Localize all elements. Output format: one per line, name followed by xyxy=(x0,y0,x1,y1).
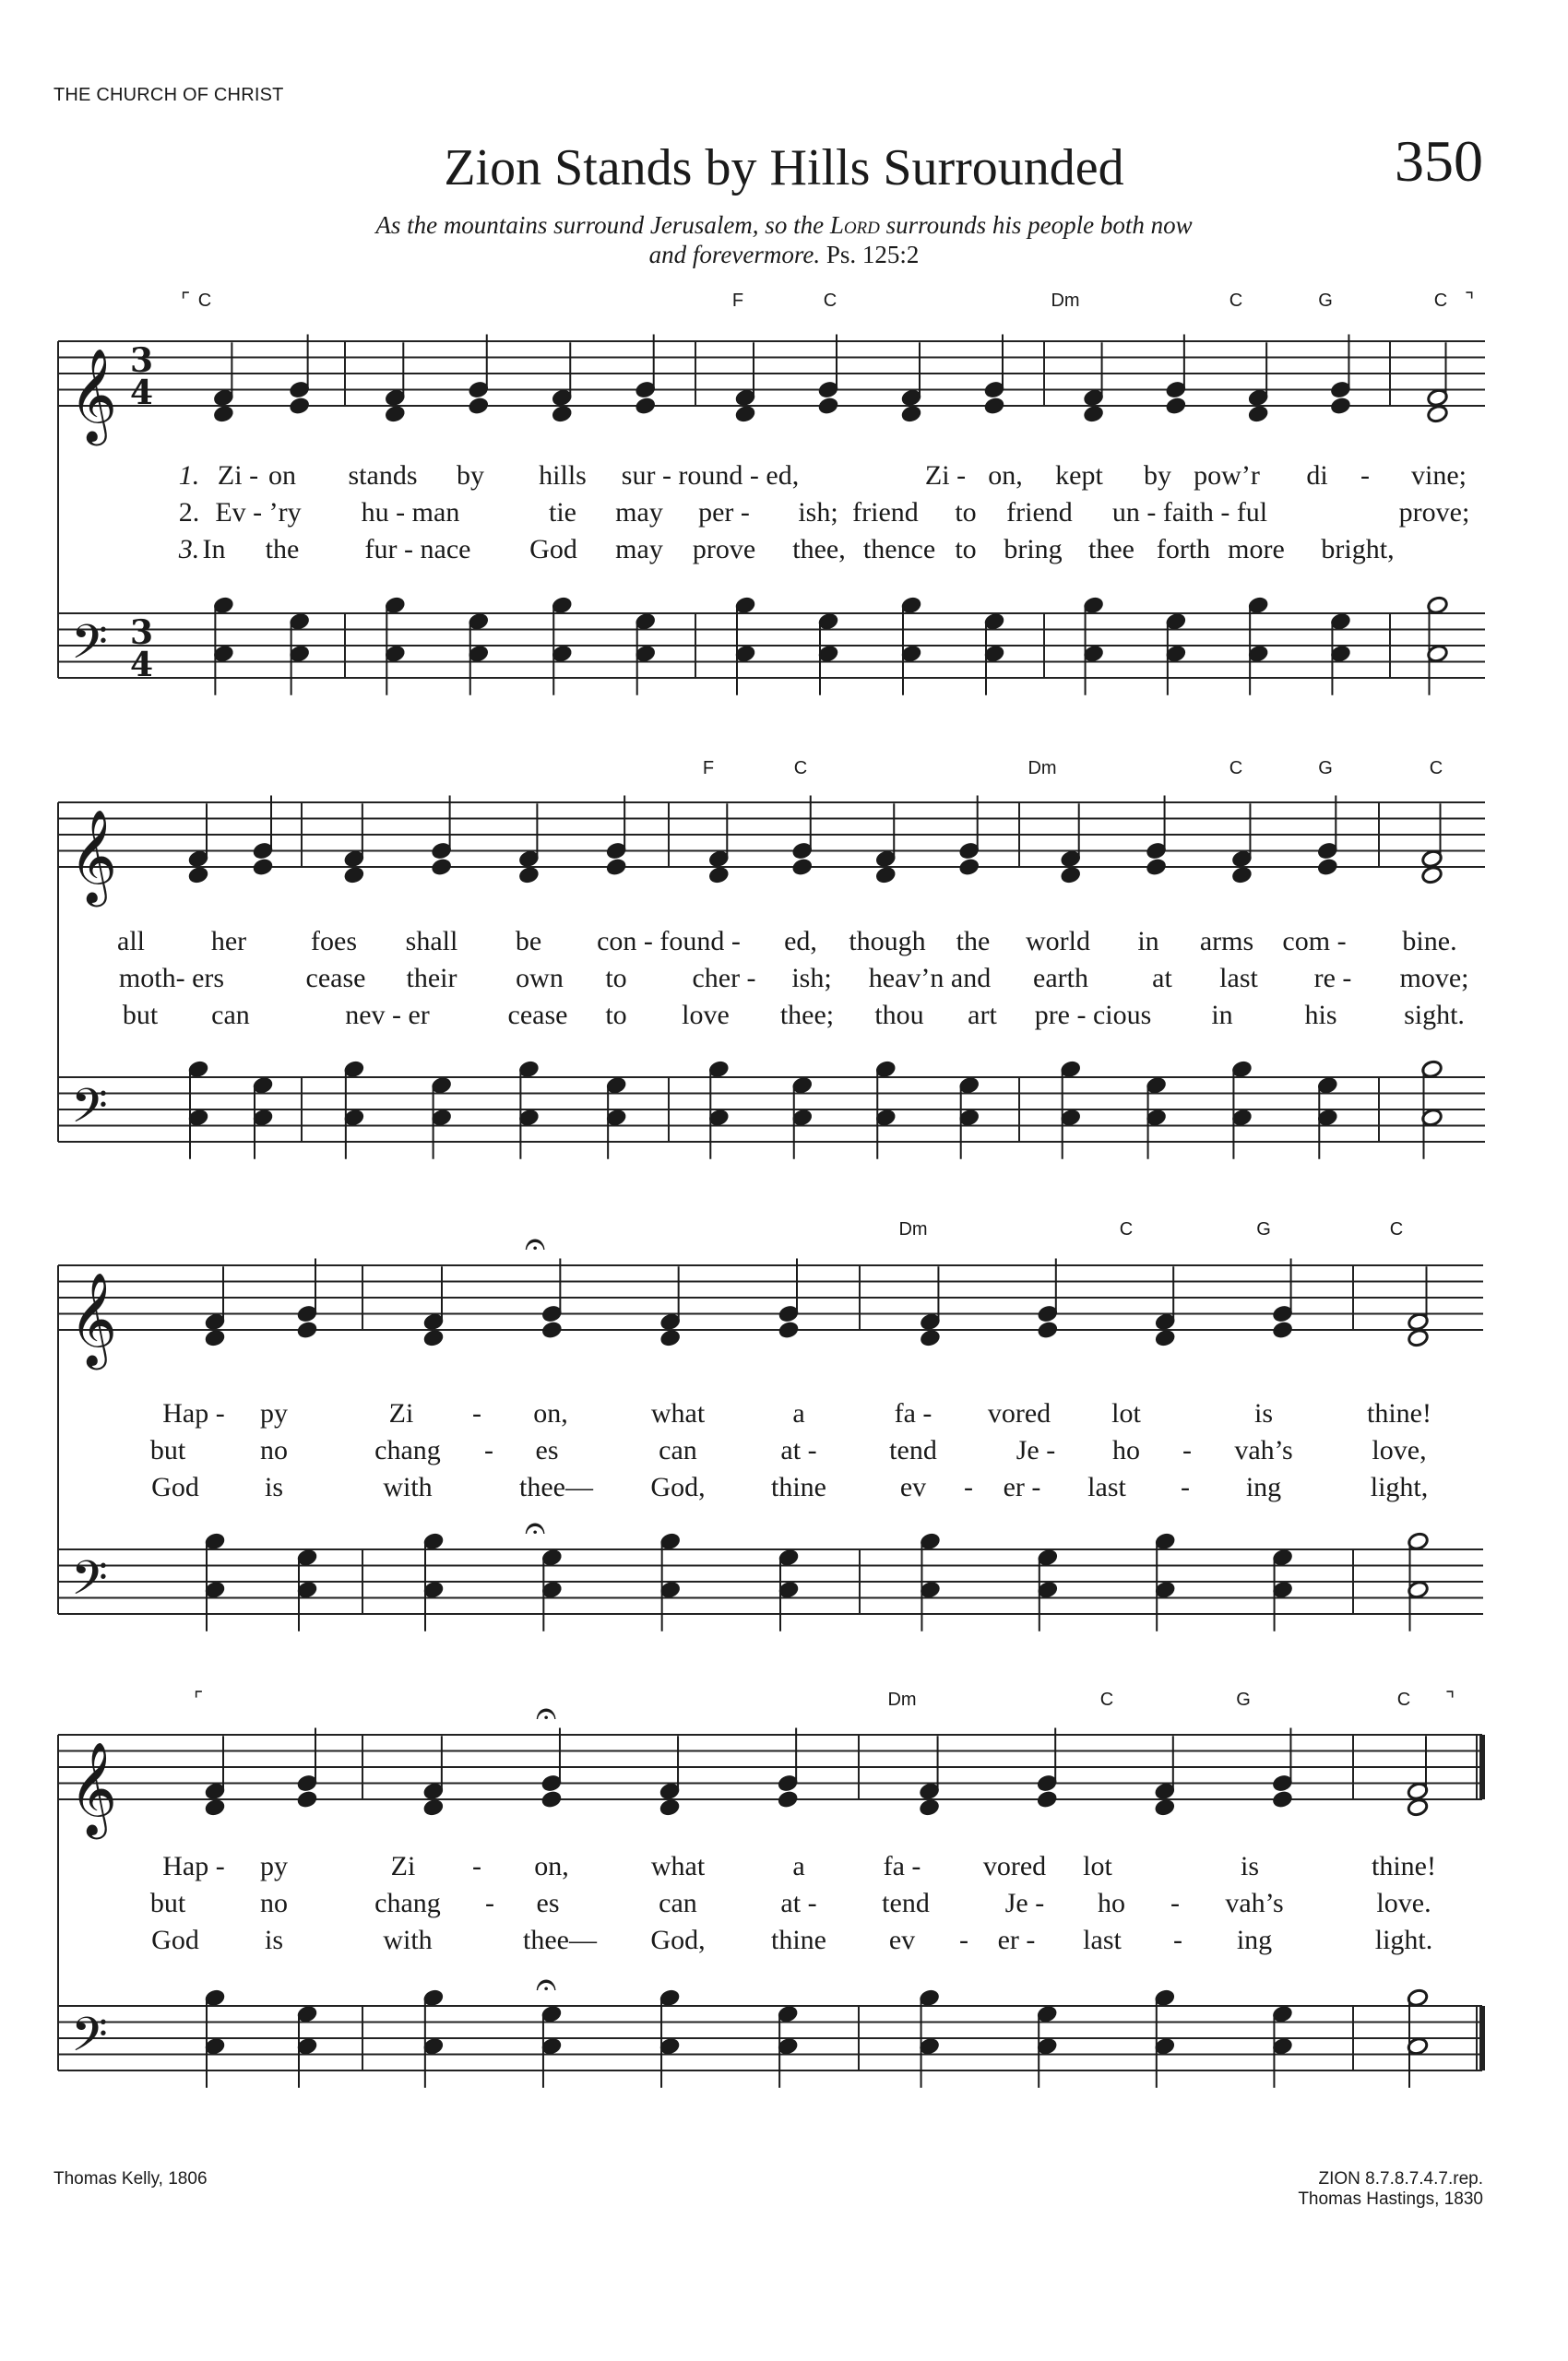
repeat-bracket-end: ⌝ xyxy=(1465,289,1475,312)
epigraph-text-b: surrounds his people both now xyxy=(879,211,1193,239)
lyric-syllable: vored xyxy=(982,1851,1047,1881)
treble-clef-icon: 𝄞 xyxy=(69,347,118,442)
lyric-syllable: thee— xyxy=(519,1472,593,1502)
lyric-syllable: Hap - xyxy=(162,1851,225,1881)
lyric-syllable: tie xyxy=(549,497,576,528)
lyric-syllable: di xyxy=(1306,460,1328,491)
lyric-syllable: world xyxy=(1026,926,1090,956)
lyric-syllable: the xyxy=(265,534,300,564)
chord-symbol: C xyxy=(1229,291,1243,311)
verse-number: 2. xyxy=(178,497,200,528)
lyric-syllable: may xyxy=(615,534,663,564)
fermata-icon: 𝄐 xyxy=(536,1964,557,2006)
lyric-syllable: by xyxy=(457,460,484,491)
lyric-syllable: Je - xyxy=(1004,1888,1045,1918)
bass-staff xyxy=(58,2006,1485,2074)
lyric-syllable: a xyxy=(792,1398,805,1429)
lyric-syllable: Zi xyxy=(388,1398,414,1429)
repeat-bracket-start: ⌜ xyxy=(194,1688,204,1711)
lyric-syllable: - xyxy=(1170,1888,1180,1918)
repeat-bracket-end: ⌝ xyxy=(1445,1688,1455,1711)
chord-symbol: G xyxy=(1236,1690,1251,1710)
lyric-syllable: can xyxy=(211,1000,250,1030)
epigraph-text-c: and forevermore. xyxy=(648,241,821,268)
lyric-syllable: though xyxy=(849,926,926,956)
chord-symbol: C xyxy=(1429,758,1443,778)
lyric-syllable: arms xyxy=(1199,926,1254,956)
bass-clef-icon: 𝄢 xyxy=(71,1549,108,1618)
lyric-syllable: In xyxy=(202,534,226,564)
lyric-syllable: all xyxy=(117,926,145,956)
lyric-syllable: fa - xyxy=(894,1398,932,1429)
lyric-syllable: ish; xyxy=(791,963,832,993)
hymn-title: Zion Stands by Hills Surrounded xyxy=(444,139,1124,196)
lyric-syllable: - xyxy=(472,1851,481,1881)
lyric-syllable: with xyxy=(383,1472,433,1502)
bass-staff xyxy=(58,613,1485,684)
lyric-syllable: last xyxy=(1083,1925,1122,1955)
lyric-syllable: bring xyxy=(1004,534,1063,564)
lyric-syllable: love, xyxy=(1372,1435,1427,1465)
lyric-syllable: pow’r xyxy=(1194,460,1260,491)
lyric-syllable: their xyxy=(406,963,457,993)
chord-symbol: C xyxy=(1229,758,1243,778)
lyric-syllable: be xyxy=(515,926,542,956)
lyric-syllable: but xyxy=(149,1888,186,1918)
lyric-syllable: py xyxy=(260,1851,288,1881)
lyric-syllable: heav’n and xyxy=(868,963,992,993)
lyric-syllable: on, xyxy=(533,1398,568,1429)
lyric-syllable: vah’s xyxy=(1234,1435,1293,1465)
scripture-reference: Ps. 125:2 xyxy=(820,241,920,268)
lyric-syllable: vah’s xyxy=(1225,1888,1284,1918)
lyric-syllable: per - xyxy=(698,497,750,528)
lyric-syllable: can xyxy=(659,1435,697,1465)
lyric-syllable: vored xyxy=(987,1398,1051,1429)
lyric-syllable: ho xyxy=(1112,1435,1140,1465)
lyric-syllable: con - found - xyxy=(597,926,741,956)
bass-clef-icon: 𝄢 xyxy=(71,1077,108,1145)
chord-symbol: F xyxy=(702,758,715,778)
lyric-syllable: shall xyxy=(405,926,458,956)
lyric-syllable: a xyxy=(792,1851,805,1881)
final-barline xyxy=(1479,1735,1485,1799)
lyric-syllable: foes xyxy=(311,926,357,956)
lyric-syllable: Zi xyxy=(390,1851,416,1881)
text-author-credit: Thomas Kelly, 1806 xyxy=(53,2169,208,2189)
lyric-syllable: what xyxy=(650,1851,706,1881)
system-2 xyxy=(58,796,1485,1159)
lyric-syllable: but xyxy=(149,1435,186,1465)
chord-symbol: G xyxy=(1318,758,1333,778)
lyric-syllable: love. xyxy=(1376,1888,1431,1918)
lyric-syllable: lot xyxy=(1083,1851,1112,1881)
final-barline xyxy=(1479,2006,1485,2070)
lyric-syllable: - xyxy=(959,1925,968,1955)
lyric-syllable: er - xyxy=(1003,1472,1041,1502)
hymnal-header-label: THE CHURCH OF CHRIST xyxy=(53,85,284,105)
lyric-syllable: er - xyxy=(997,1925,1036,1955)
lyric-syllable: may xyxy=(615,497,663,528)
treble-staff xyxy=(58,1735,1485,1840)
lyric-syllable: the xyxy=(956,926,991,956)
chord-symbol: Dm xyxy=(1028,758,1057,778)
treble-clef-icon: 𝄞 xyxy=(69,1740,118,1835)
lyric-syllable: thine! xyxy=(1372,1851,1436,1881)
lyric-syllable: ed, xyxy=(784,926,817,956)
lyric-syllable: his xyxy=(1304,1000,1337,1030)
lyric-syllable: Je - xyxy=(1016,1435,1056,1465)
lyric-syllable: with xyxy=(383,1925,433,1955)
lyric-syllable: love xyxy=(682,1000,730,1030)
chord-symbol: C xyxy=(1433,291,1448,311)
lyric-syllable: her xyxy=(210,926,247,956)
lyric-syllable: - xyxy=(472,1398,481,1429)
lyric-syllable: to xyxy=(955,497,977,528)
lyric-syllable: forth xyxy=(1156,534,1211,564)
tune-name-meter: ZION 8.7.8.7.4.7.rep. xyxy=(1318,2169,1483,2189)
treble-clef-icon: 𝄞 xyxy=(69,808,118,903)
chord-symbol: G xyxy=(1318,291,1333,311)
lyric-syllable: thee, xyxy=(792,534,846,564)
lyric-syllable: by xyxy=(1144,460,1171,491)
lyric-syllable: last xyxy=(1219,963,1258,993)
lyric-syllable: earth xyxy=(1033,963,1088,993)
lyric-syllable: cease xyxy=(507,1000,568,1030)
treble-staff xyxy=(58,341,1485,446)
lyric-syllable: com - xyxy=(1282,926,1347,956)
hymn-number: 350 xyxy=(1395,128,1483,194)
lyric-syllable: what xyxy=(650,1398,706,1429)
lyric-syllable: in xyxy=(1211,1000,1233,1030)
lyric-syllable: no xyxy=(260,1888,288,1918)
lyric-syllable: God, xyxy=(650,1472,706,1502)
lyric-syllable: at xyxy=(1152,963,1172,993)
tune-credit xyxy=(1298,2169,1483,2210)
lyric-syllable: thee xyxy=(1088,534,1134,564)
lyric-syllable: ing xyxy=(1236,1925,1273,1955)
treble-clef-icon: 𝄞 xyxy=(69,1271,118,1366)
chord-symbol: C xyxy=(197,291,212,311)
lyric-syllable: bright, xyxy=(1321,534,1395,564)
lyric-syllable: is xyxy=(1240,1851,1260,1881)
lyric-syllable: in xyxy=(1137,926,1159,956)
lyric-syllable: bine. xyxy=(1402,926,1457,956)
lyric-syllable: ish; xyxy=(798,497,838,528)
chord-symbol: C xyxy=(1396,1690,1411,1710)
repeat-bracket-start: ⌜ xyxy=(181,289,191,312)
lyric-syllable: Zi - xyxy=(217,460,259,491)
lyric-syllable: Zi - xyxy=(924,460,967,491)
lyric-syllable: God xyxy=(529,534,577,564)
lyric-syllable: move; xyxy=(1399,963,1469,993)
lyric-syllable: thou xyxy=(874,1000,924,1030)
bass-staff xyxy=(58,1549,1483,1618)
time-signature-denominator: 4 xyxy=(130,646,154,684)
epigraph-lord: Lord xyxy=(829,211,880,239)
lyric-syllable: is xyxy=(264,1925,284,1955)
lyric-syllable: thee— xyxy=(523,1925,597,1955)
lyric-syllable: at - xyxy=(780,1435,817,1465)
lyric-syllable: sight. xyxy=(1404,1000,1465,1030)
lyric-syllable: more xyxy=(1228,534,1285,564)
lyric-syllable: chang xyxy=(374,1435,441,1465)
lyric-syllable: re - xyxy=(1313,963,1352,993)
fermata-icon: 𝄐 xyxy=(536,1692,557,1735)
lyric-syllable: nev - er xyxy=(345,1000,430,1030)
lyric-syllable: prove; xyxy=(1398,497,1470,528)
lyric-syllable: - xyxy=(1173,1925,1182,1955)
lyric-syllable: to xyxy=(955,534,977,564)
verse-number: 3. xyxy=(178,534,200,564)
lyric-syllable: un - faith - ful xyxy=(1111,497,1268,528)
lyric-syllable: fa - xyxy=(883,1851,921,1881)
lyric-syllable: - xyxy=(484,1435,493,1465)
lyric-syllable: prove xyxy=(692,534,756,564)
lyric-syllable: kept xyxy=(1055,460,1103,491)
chord-symbol: G xyxy=(1256,1219,1271,1240)
lyric-syllable: cher - xyxy=(692,963,756,993)
lyric-syllable: can xyxy=(659,1888,697,1918)
lyric-syllable: cease xyxy=(305,963,366,993)
lyric-syllable: to xyxy=(605,963,627,993)
lyric-syllable: hu - man xyxy=(361,497,460,528)
lyric-syllable: moth- ers xyxy=(118,963,225,993)
lyric-syllable: on, xyxy=(988,460,1023,491)
lyric-syllable: Ev - ’ry xyxy=(215,497,302,528)
lyric-syllable: no xyxy=(260,1435,288,1465)
lyric-syllable: thine xyxy=(771,1472,826,1502)
lyric-syllable: is xyxy=(1253,1398,1274,1429)
chord-symbol: Dm xyxy=(1051,291,1080,311)
lyric-syllable: - xyxy=(1360,460,1370,491)
chord-symbol: Dm xyxy=(898,1219,928,1240)
lyric-syllable: tend xyxy=(889,1435,937,1465)
time-signature-denominator: 4 xyxy=(130,374,154,412)
lyric-syllable: py xyxy=(260,1398,288,1429)
chord-symbol: C xyxy=(823,291,837,311)
treble-staff xyxy=(58,802,1485,908)
lyric-syllable: sur - round - ed, xyxy=(621,460,800,491)
chord-symbol: C xyxy=(1099,1690,1114,1710)
epigraph-text-a: As the mountains surround Jerusalem, so the xyxy=(375,211,830,239)
lyric-syllable: ev xyxy=(888,1925,916,1955)
lyric-syllable: lot xyxy=(1111,1398,1141,1429)
lyric-syllable: thine xyxy=(771,1925,826,1955)
lyric-syllable: art xyxy=(968,1000,997,1030)
bass-clef-icon: 𝄢 xyxy=(71,613,108,682)
lyric-syllable: light, xyxy=(1370,1472,1429,1502)
bass-clef-icon: 𝄢 xyxy=(71,2006,108,2074)
treble-staff xyxy=(58,1265,1483,1370)
lyric-syllable: to xyxy=(605,1000,627,1030)
lyric-syllable: thence xyxy=(862,534,936,564)
lyric-syllable: at - xyxy=(780,1888,817,1918)
time-signature-numerator: 3 xyxy=(130,341,154,380)
lyric-syllable: is xyxy=(264,1472,284,1502)
lyric-syllable: es xyxy=(536,1888,560,1918)
chord-symbol: F xyxy=(731,291,744,311)
lyric-syllable: on xyxy=(268,460,296,491)
lyric-syllable: pre - cious xyxy=(1034,1000,1152,1030)
lyric-syllable: God xyxy=(151,1925,199,1955)
lyric-syllable: stands xyxy=(348,460,418,491)
lyric-syllable: own xyxy=(516,963,564,993)
lyric-syllable: chang xyxy=(374,1888,441,1918)
chord-symbol: Dm xyxy=(887,1690,917,1710)
lyric-syllable: last xyxy=(1087,1472,1126,1502)
lyric-syllable: - xyxy=(485,1888,494,1918)
lyric-syllable: hills xyxy=(539,460,587,491)
lyric-syllable: on, xyxy=(534,1851,569,1881)
lyric-syllable: - xyxy=(1181,1472,1190,1502)
fermata-icon: 𝄐 xyxy=(525,1223,546,1265)
verse-number: 1. xyxy=(178,460,200,491)
chord-symbol: C xyxy=(1389,1219,1404,1240)
lyric-syllable: fur - nace xyxy=(364,534,471,564)
chord-symbol: C xyxy=(793,758,808,778)
lyric-syllable: es xyxy=(535,1435,559,1465)
lyric-syllable: but xyxy=(122,1000,159,1030)
bass-staff xyxy=(58,1077,1485,1145)
lyric-syllable: friend xyxy=(852,497,919,528)
lyric-syllable: ho xyxy=(1098,1888,1125,1918)
lyric-syllable: friend xyxy=(1006,497,1073,528)
lyric-syllable: thee; xyxy=(779,1000,835,1030)
time-signature-numerator: 3 xyxy=(130,613,154,652)
lyric-syllable: thine! xyxy=(1367,1398,1431,1429)
lyric-syllable: - xyxy=(1182,1435,1192,1465)
chord-symbol: C xyxy=(1119,1219,1134,1240)
fermata-icon: 𝄐 xyxy=(525,1507,546,1549)
lyric-syllable: tend xyxy=(882,1888,930,1918)
lyric-syllable: ing xyxy=(1245,1472,1282,1502)
lyric-syllable: - xyxy=(964,1472,973,1502)
lyric-syllable: God, xyxy=(650,1925,706,1955)
lyric-syllable: God xyxy=(151,1472,199,1502)
lyric-syllable: ev xyxy=(899,1472,927,1502)
lyric-syllable: Hap - xyxy=(162,1398,225,1429)
lyric-syllable: light. xyxy=(1374,1925,1433,1955)
lyric-syllable: vine; xyxy=(1411,460,1467,491)
composer-credit: Thomas Hastings, 1830 xyxy=(1298,2189,1483,2209)
